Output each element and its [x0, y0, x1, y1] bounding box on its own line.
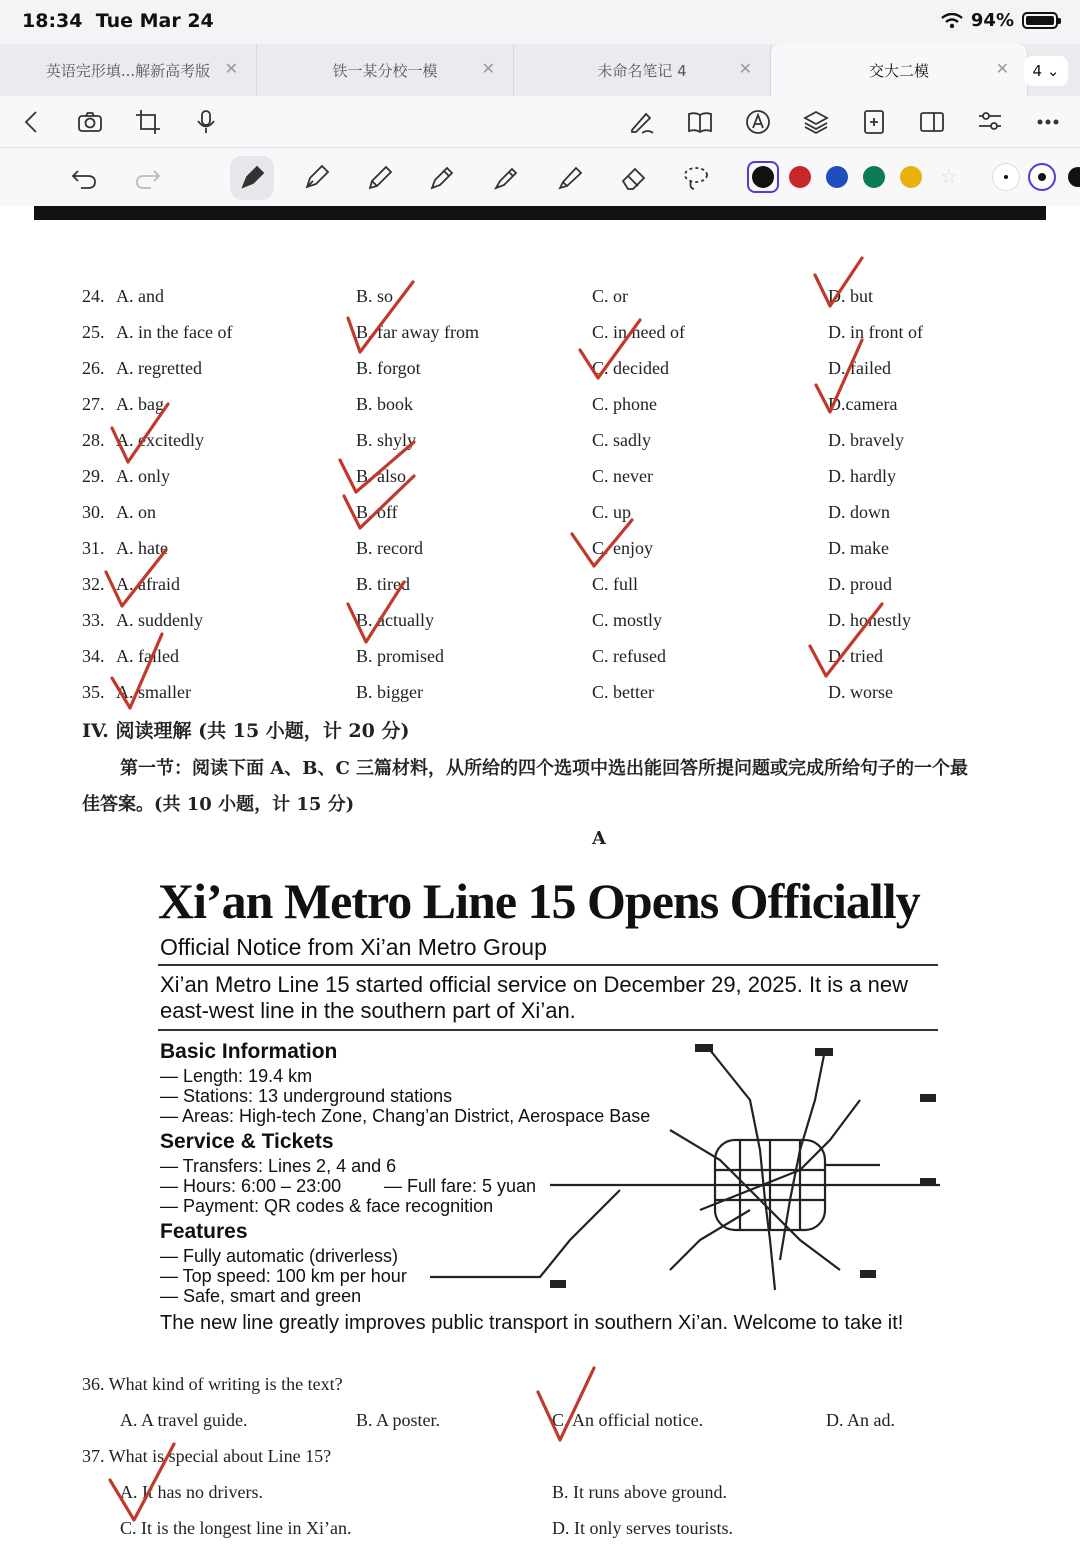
option-a: A. afraid — [116, 574, 180, 594]
option-c: C. refused — [592, 646, 666, 666]
q36-option-d: D. An ad. — [826, 1410, 895, 1430]
option-a: A. excitedly — [116, 430, 204, 450]
q36-option-a: A. A travel guide. — [120, 1410, 248, 1430]
option-b: B. record — [356, 538, 423, 558]
features-heading: Features — [160, 1220, 248, 1243]
q36-option-c: C. An official notice. — [552, 1410, 704, 1430]
option-b: B. promised — [356, 646, 444, 666]
basic-item: — Areas: High-tech Zone, Chang’an District, Aerospace Base — [160, 1106, 651, 1126]
option-b: B. tired — [356, 574, 410, 594]
size-medium-selected[interactable] — [1028, 163, 1056, 191]
eraser-icon[interactable] — [612, 156, 656, 200]
tab-2[interactable] — [257, 44, 514, 96]
notice-intro-1: Xi’an Metro Line 15 started official service on December 29, 2025. It is a new — [160, 972, 908, 997]
service-item: — Transfers: Lines 2, 4 and 6 — [160, 1156, 397, 1176]
q36-option-b: B. A poster. — [356, 1410, 441, 1430]
ai-pen-icon[interactable] — [626, 106, 658, 138]
option-b: B. actually — [356, 610, 434, 630]
option-c: C. better — [592, 682, 654, 702]
option-d: D. make — [828, 538, 889, 558]
close-icon[interactable]: ✕ — [738, 59, 752, 78]
color-swatch-green[interactable] — [863, 166, 885, 188]
option-a: A. smaller — [116, 682, 191, 702]
option-d: D. honestly — [828, 610, 911, 630]
feature-item: — Fully automatic (driverless) — [160, 1246, 399, 1266]
option-d: D. in front of — [828, 322, 923, 342]
redo-icon[interactable] — [126, 156, 170, 200]
highlighter-icon[interactable] — [548, 156, 592, 200]
brush-icon[interactable] — [420, 156, 464, 200]
option-a: A. in the face of — [116, 322, 233, 342]
status-right — [941, 10, 1058, 31]
option-b: B. also — [356, 466, 407, 486]
option-a: A. on — [116, 502, 156, 522]
chevron-left-icon[interactable] — [16, 106, 48, 138]
question-number: 25. — [82, 322, 105, 342]
more-icon[interactable] — [1032, 106, 1064, 138]
undo-icon[interactable] — [62, 156, 106, 200]
option-d: D.camera — [828, 394, 898, 414]
divider — [158, 1029, 938, 1031]
option-b: B. shyly — [356, 430, 417, 450]
option-d: D. tried — [828, 646, 883, 666]
q37-option-a: A. It has no drivers. — [120, 1482, 263, 1502]
option-b: B. off — [356, 502, 398, 522]
notice-closing: The new line greatly improves public transport in southern Xi’an. Welcome to take it! — [160, 1312, 904, 1334]
question-number: 33. — [82, 610, 105, 630]
tab-bar — [0, 44, 1080, 96]
question-number: 32. — [82, 574, 105, 594]
tab-1[interactable] — [0, 44, 257, 96]
close-icon[interactable]: ✕ — [481, 59, 495, 78]
option-c: C. mostly — [592, 610, 663, 630]
option-a: A. bag — [116, 394, 164, 414]
option-d: D. bravely — [828, 430, 904, 450]
option-c: C. decided — [592, 358, 669, 378]
question-number: 31. — [82, 538, 105, 558]
book-icon[interactable] — [684, 106, 716, 138]
option-d: D. but — [828, 286, 873, 306]
option-a: A. regretted — [116, 358, 202, 378]
pencil-icon[interactable] — [358, 156, 402, 200]
question-number: 24. — [82, 286, 105, 306]
add-page-icon[interactable] — [858, 106, 890, 138]
question-number: 34. — [82, 646, 105, 666]
basic-heading: Basic Information — [160, 1040, 338, 1063]
microphone-icon[interactable] — [190, 106, 222, 138]
question-number: 29. — [82, 466, 105, 486]
ballpoint-pen-icon[interactable] — [294, 156, 338, 200]
option-d: D. hardly — [828, 466, 896, 486]
tab-label: 交大二模 — [868, 61, 929, 80]
option-d: D. proud — [828, 574, 892, 594]
top-toolbar — [0, 96, 1080, 148]
option-a: A. failed — [116, 646, 179, 666]
option-a: A. and — [116, 286, 164, 306]
option-c: C. enjoy — [592, 538, 653, 558]
service-heading: Service & Tickets — [160, 1130, 334, 1153]
tab-label: 英语完形填...解新高考版 — [45, 61, 211, 80]
question-number: 27. — [82, 394, 105, 414]
chevron-down-icon: ⌄ — [1046, 62, 1060, 80]
service-item: — Payment: QR codes & face recognition — [160, 1196, 494, 1216]
q37-option-b: B. It runs above ground. — [552, 1482, 727, 1502]
option-d: D. down — [828, 502, 890, 522]
status-time: 18:34 Tue Mar 24 — [22, 10, 214, 32]
color-swatch-blue[interactable] — [826, 166, 848, 188]
option-c: C. or — [592, 286, 628, 306]
tab-label: 未命名笔记 4 — [597, 61, 687, 80]
option-c: C. sadly — [592, 430, 652, 450]
metro-map — [420, 1040, 950, 1300]
option-b: B. bigger — [356, 682, 423, 702]
instruction-line-1: 第一节：阅读下面 A、B、C 三篇材料，从所给的四个选项中选出能回答所提问题或完成所给句子的一个最 — [120, 758, 969, 779]
camera-icon[interactable] — [74, 106, 106, 138]
color-swatch-red[interactable] — [789, 166, 811, 188]
question-number: 35. — [82, 682, 105, 702]
passage-label: A — [592, 828, 606, 849]
q37-option-d: D. It only serves tourists. — [552, 1518, 733, 1538]
crop-icon[interactable] — [132, 106, 164, 138]
tab-label: 铁一某分校一模 — [332, 61, 438, 80]
size-small[interactable] — [992, 163, 1020, 191]
color-swatch-black[interactable] — [752, 166, 774, 188]
marker-icon[interactable] — [484, 156, 528, 200]
option-b: B. forgot — [356, 358, 421, 378]
option-c: C. never — [592, 466, 653, 486]
option-a: A. suddenly — [116, 610, 203, 630]
tab-4-active[interactable] — [771, 44, 1028, 96]
text-icon[interactable] — [742, 106, 774, 138]
feature-item: — Top speed: 100 km per hour — [160, 1266, 407, 1286]
option-d: D. worse — [828, 682, 893, 702]
q37-option-c: C. It is the longest line in Xi’an. — [120, 1518, 352, 1538]
option-c: C. phone — [592, 394, 657, 414]
question-number: 26. — [82, 358, 105, 378]
service-item: — Hours: 6:00 – 23:00 — [160, 1176, 342, 1196]
section-heading: IV. 阅读理解 (共 15 小题，计 20 分) — [82, 720, 410, 742]
notice-subtitle: Official Notice from Xi’an Metro Group — [160, 934, 547, 960]
feature-item: — Safe, smart and green — [160, 1286, 362, 1306]
color-swatch-yellow[interactable] — [900, 166, 922, 188]
split-view-icon[interactable] — [916, 106, 948, 138]
divider — [158, 964, 938, 966]
adjust-icon[interactable] — [974, 106, 1006, 138]
star-icon[interactable]: ☆ — [940, 164, 958, 188]
tab-count-button[interactable]: 4 ⌄ — [1024, 56, 1068, 86]
basic-item: — Length: 19.4 km — [160, 1066, 313, 1086]
option-c: C. up — [592, 502, 632, 522]
basic-item: — Stations: 13 underground stations — [160, 1086, 453, 1106]
fountain-pen-icon[interactable] — [230, 156, 274, 200]
option-c: C. full — [592, 574, 639, 594]
option-c: C. in need of — [592, 322, 685, 342]
option-a: A. only — [116, 466, 170, 486]
question-number: 30. — [82, 502, 105, 522]
fare-item: — Full fare: 5 yuan — [384, 1176, 537, 1196]
notice-intro-2: east-west line in the southern part of Xi’an. — [160, 998, 576, 1023]
option-d: D. failed — [828, 358, 891, 378]
tab-3[interactable] — [514, 44, 771, 96]
close-icon[interactable]: ✕ — [995, 59, 1009, 78]
option-b: B. so — [356, 286, 394, 306]
question-number: 28. — [82, 430, 105, 450]
layers-icon[interactable] — [800, 106, 832, 138]
q36-stem: 36. What kind of writing is the text? — [82, 1374, 343, 1394]
wifi-icon — [941, 13, 963, 29]
option-b: B. book — [356, 394, 414, 414]
lasso-icon[interactable] — [674, 156, 718, 200]
close-icon[interactable]: ✕ — [224, 59, 238, 78]
status-bar — [0, 0, 1080, 44]
option-a: A. hate — [116, 538, 168, 558]
option-b: B. far away from — [356, 322, 479, 342]
battery-icon — [1022, 12, 1058, 29]
q37-stem: 37. What is special about Line 15? — [82, 1446, 332, 1466]
page-top-border — [34, 206, 1046, 220]
instruction-line-2: 佳答案。(共 10 小题，计 15 分) — [82, 794, 355, 815]
notice-title: Xi’an Metro Line 15 Opens Officially — [158, 873, 920, 929]
battery-percent: 94% — [970, 10, 1014, 31]
